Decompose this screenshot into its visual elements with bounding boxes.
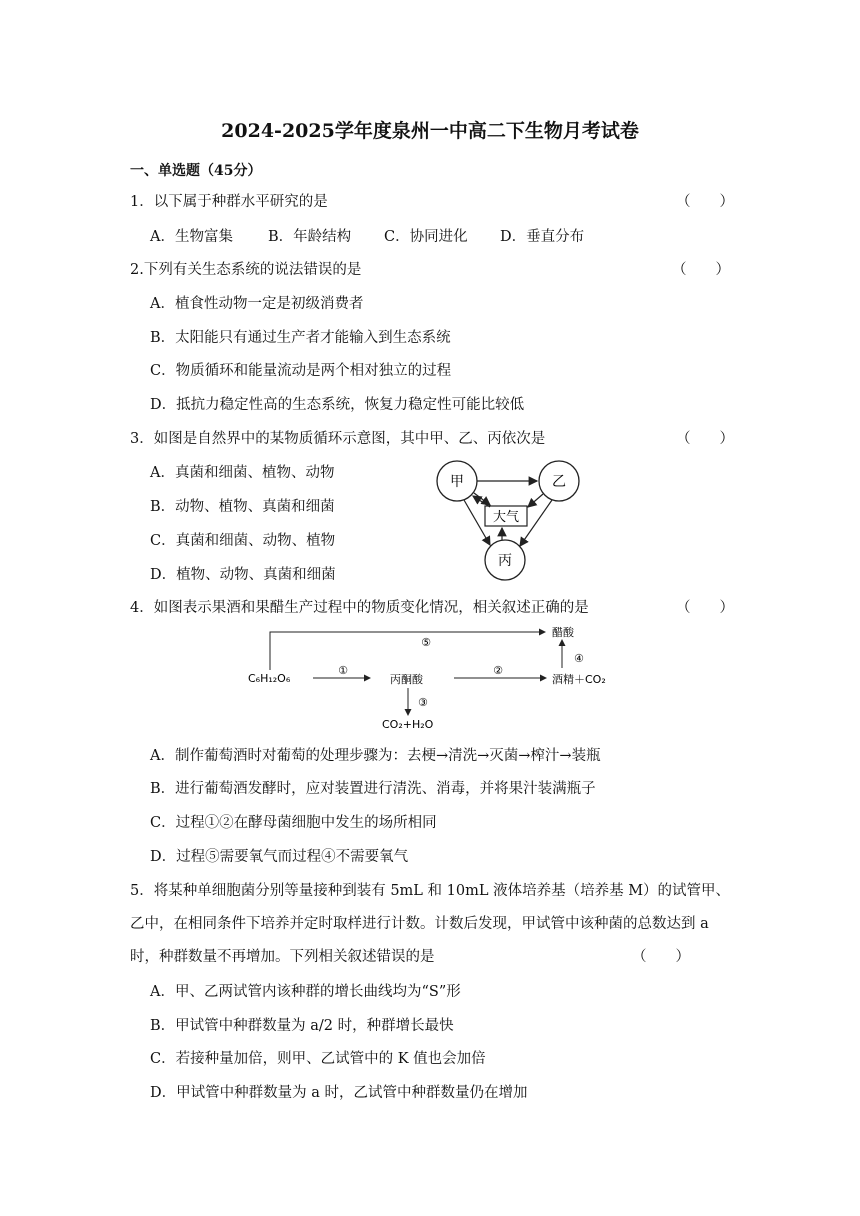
glucose-label: C₆H₁₂O₆: [248, 672, 291, 685]
carbon-cycle-diagram: [430, 455, 590, 583]
atmosphere-label: 大气: [492, 510, 520, 525]
q3-option-a: A．真菌和细菌、植物、动物: [150, 465, 335, 481]
step-1-label: ①: [338, 664, 348, 677]
q4-option-b: B．进行葡萄酒发酵时，应对装置进行清洗、消毒，并将果汁装满瓶子: [150, 781, 596, 797]
answer-paren-1: （ ）: [676, 194, 734, 210]
section-heading: 一、单选题（45分）: [130, 163, 262, 179]
q5-option-a: A．甲、乙两试管内该种群的增长曲线均为“S”形: [150, 984, 461, 1000]
q2-option-a: A．植食性动物一定是初级消费者: [150, 296, 364, 312]
q5-option-d: D．甲试管中种群数量为 a 时，乙试管中种群数量仍在增加: [150, 1085, 528, 1101]
question-5-stem-line-1: 5．将某种单细胞菌分别等量接种到装有 5mL 和 10mL 液体培养基（培养基 M）的试管甲、: [130, 883, 731, 899]
q1-option-c: C．协同进化: [384, 229, 468, 245]
page-title: 2024-2025学年度泉州一中高二下生物月考试卷: [221, 120, 639, 142]
q4-option-a: A．制作葡萄酒时对葡萄的处理步骤为：去梗→清洗→灭菌→榨汁→装瓶: [150, 748, 601, 764]
q4-option-c: C．过程①②在酵母菌细胞中发生的场所相同: [150, 815, 437, 831]
question-5-stem-line-3: 时，种群数量不再增加。下列相关叙述错误的是: [130, 949, 435, 965]
q3-option-d: D．植物、动物、真菌和细菌: [150, 567, 336, 583]
q1-option-b: B．年龄结构: [268, 229, 352, 245]
question-4-stem: 4．如图表示果酒和果醋生产过程中的物质变化情况，相关叙述正确的是: [130, 600, 589, 616]
q2-option-c: C．物质循环和能量流动是两个相对独立的过程: [150, 363, 452, 379]
arrow-step-5: [270, 632, 545, 670]
arrow-jia-atm: [474, 493, 490, 505]
pyruvate-label: 丙酮酸: [390, 673, 423, 686]
arrow-atm-jia: [473, 496, 490, 507]
q3-option-b: B．动物、植物、真菌和细菌: [150, 499, 335, 515]
question-2-stem: 2.下列有关生态系统的说法错误的是: [130, 262, 362, 278]
arrow-yi-atm: [528, 494, 543, 507]
node-jia-label: 甲: [450, 474, 464, 490]
co2-h2o-label: CO₂+H₂O: [382, 718, 434, 731]
q1-option-a: A．生物富集: [150, 229, 233, 245]
q4-option-d: D．过程⑤需要氧气而过程④不需要氧气: [150, 849, 409, 865]
step-5-label: ⑤: [421, 636, 431, 649]
answer-paren-4: （ ）: [676, 600, 734, 616]
step-4-label: ④: [574, 652, 584, 665]
question-5-stem-line-2: 乙中，在相同条件下培养并定时取样进行计数。计数后发现，甲试管中该种菌的总数达到 a: [130, 916, 709, 932]
answer-paren-2: （ ）: [672, 262, 730, 278]
q1-option-d: D．垂直分布: [500, 229, 585, 245]
answer-paren-5: （ ）: [632, 949, 690, 965]
node-yi-label: 乙: [552, 474, 566, 490]
acetic-label: 醋酸: [552, 626, 574, 639]
ethanol-label: 酒精＋CO₂: [552, 673, 606, 686]
q5-option-b: B．甲试管中种群数量为 a/2 时，种群增长最快: [150, 1018, 454, 1034]
node-bing-label: 丙: [498, 553, 512, 569]
q5-option-c: C．若接种量加倍，则甲、乙试管中的 K 值也会加倍: [150, 1051, 486, 1067]
step-3-label: ③: [418, 696, 428, 709]
q2-option-b: B．太阳能只有通过生产者才能输入到生态系统: [150, 330, 451, 346]
question-1-stem: 1．以下属于种群水平研究的是: [130, 194, 328, 210]
q2-option-d: D．抵抗力稳定性高的生态系统，恢复力稳定性可能比较低: [150, 397, 525, 413]
fermentation-diagram: [240, 620, 640, 732]
question-3-stem: 3．如图是自然界中的某物质循环示意图，其中甲、乙、丙依次是: [130, 431, 546, 447]
answer-paren-3: （ ）: [676, 431, 734, 447]
step-2-label: ②: [493, 664, 503, 677]
q3-option-c: C．真菌和细菌、动物、植物: [150, 533, 336, 549]
